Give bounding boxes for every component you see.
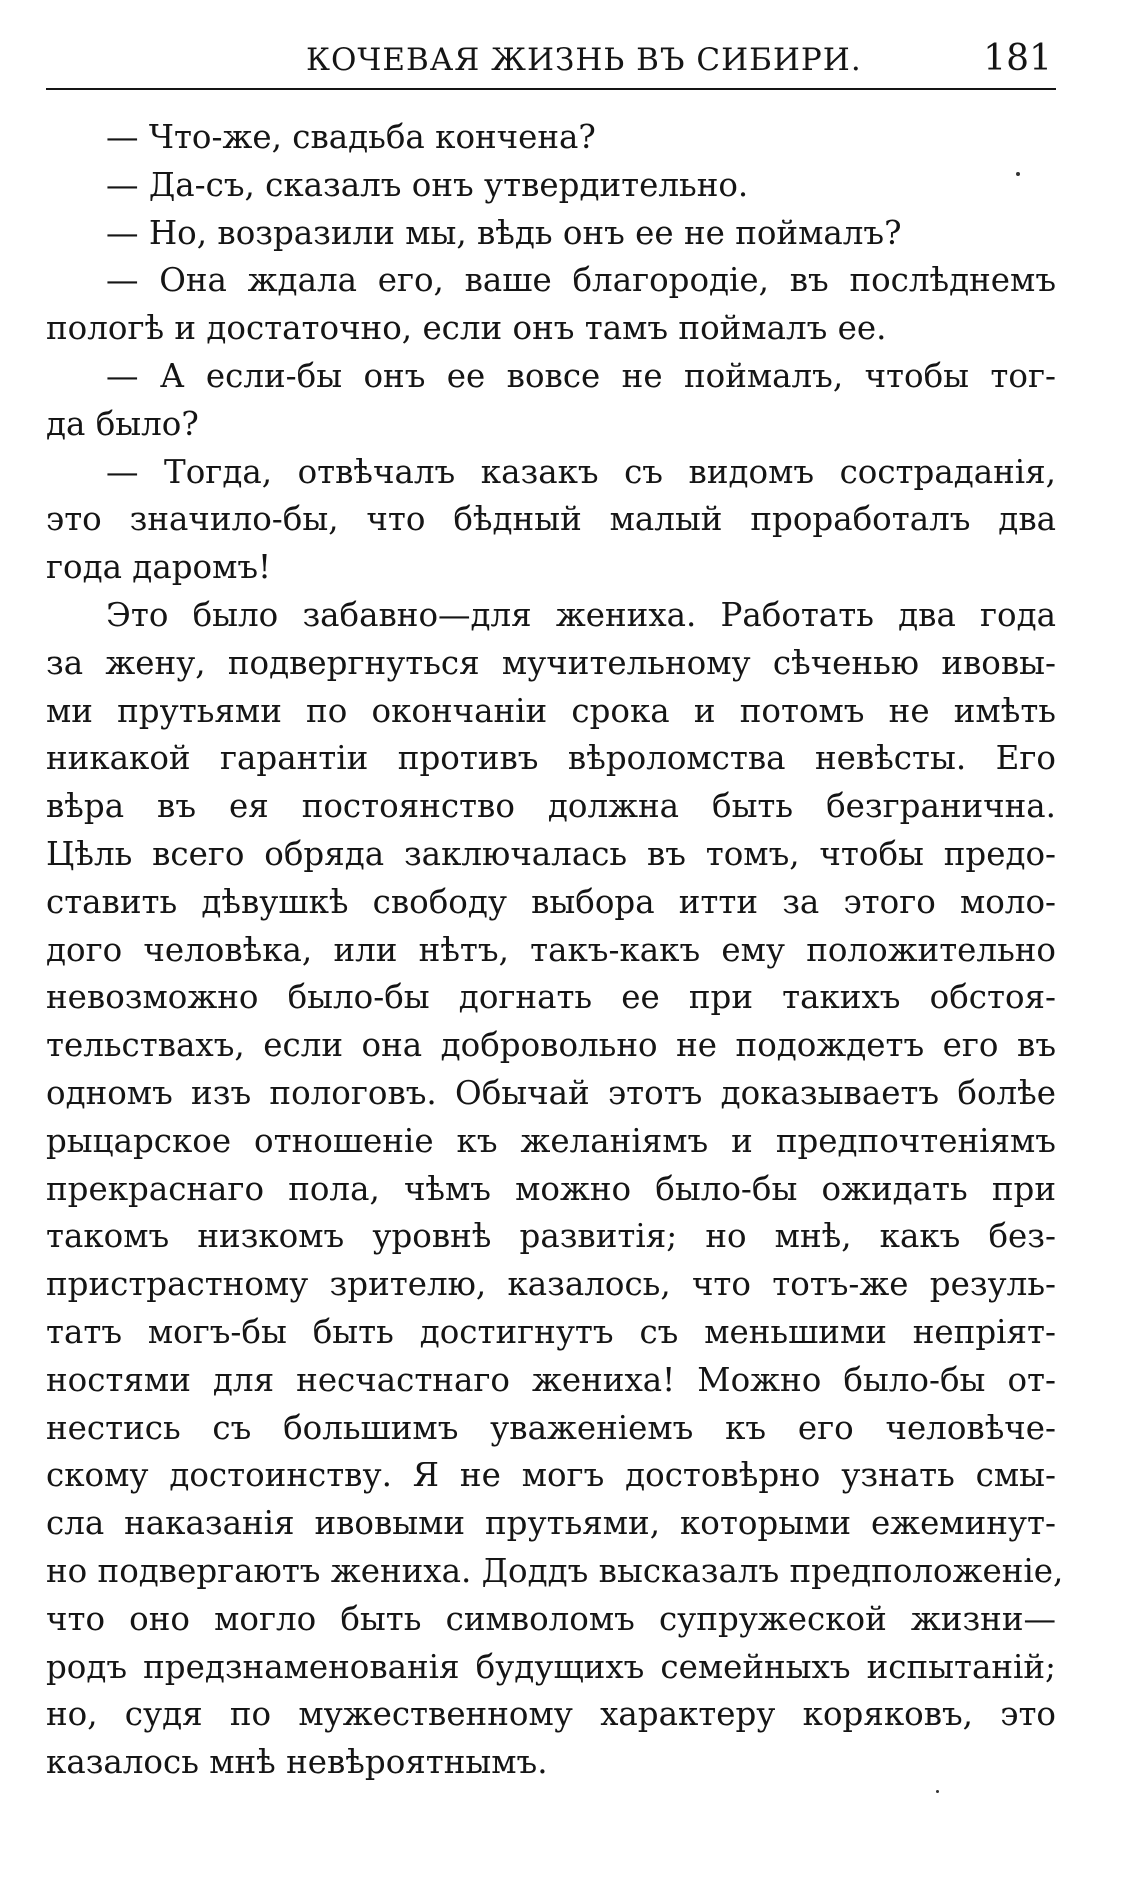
text-line: но подвергаютъ жениха. Доддъ высказалъ предположеніе, — [46, 1551, 1064, 1590]
text-line: что оно могло быть символомъ супружеской жизни— — [46, 1599, 1056, 1638]
page-header — [46, 30, 1056, 90]
text-line: да было? — [46, 404, 199, 443]
print-speck — [936, 1790, 939, 1793]
text-line: Это было забавно—для жениха. Работать два года — [106, 595, 1056, 634]
text-line: пристрастному зрителю, казалось, что тотъ-же резуль- — [46, 1265, 1056, 1304]
text-line: родъ предзнаменованія будущихъ семейныхъ испытаній; — [46, 1647, 1056, 1686]
text-line: — Да-съ, сказалъ онъ утвердительно. — [106, 165, 749, 204]
header-rule — [46, 88, 1056, 90]
text-line: тельствахъ, если она добровольно не подождетъ его въ — [46, 1026, 1056, 1065]
text-line: нестись съ большимъ уваженіемъ къ его человѣче- — [46, 1408, 1056, 1447]
print-speck — [1016, 172, 1020, 176]
text-line: — Но, возразили мы, вѣдь онъ ее не поймалъ? — [106, 213, 902, 252]
text-line: рыцарское отношеніе къ желаніямъ и предпочтеніямъ — [46, 1121, 1056, 1160]
text-line: ставить дѣвушкѣ свободу выбора итти за этого моло- — [46, 882, 1056, 921]
page-number: 181 — [983, 38, 1052, 79]
text-line: пологѣ и достаточно, если онъ тамъ поймалъ ее. — [46, 309, 887, 348]
text-line: дого человѣка, или нѣтъ, такъ-какъ ему положительно — [46, 930, 1056, 969]
text-line: но, судя по мужественному характеру коряковъ, это — [46, 1695, 1056, 1734]
running-title: КОЧЕВАЯ ЖИЗНЬ ВЪ СИБИРИ. — [306, 42, 862, 78]
text-line: — Тогда, отвѣчалъ казакъ съ видомъ состраданія, — [106, 452, 1056, 491]
text-line: татъ могъ-бы быть достигнутъ съ меньшими непріят- — [46, 1312, 1056, 1351]
text-line: одномъ изъ пологовъ. Обычай этотъ доказываетъ болѣе — [46, 1073, 1056, 1112]
text-line: — А если-бы онъ ее вовсе не поймалъ, чтобы тог- — [106, 356, 1056, 395]
text-line: скому достоинству. Я не могъ достовѣрно узнать смы- — [46, 1456, 1056, 1495]
text-line: вѣра въ ея постоянство должна быть безгранична. — [46, 787, 1056, 826]
text-line: это значило-бы, что бѣдный малый проработалъ два — [46, 500, 1056, 539]
text-line: года даромъ! — [46, 548, 272, 587]
text-line: — Что-же, свадьба кончена? — [106, 118, 596, 156]
text-line: сла наказанія ивовыми прутьями, которыми ежеминут- — [46, 1504, 1056, 1543]
text-line: казалось мнѣ невѣроятнымъ. — [46, 1743, 548, 1782]
text-line: невозможно было-бы догнать ее при такихъ обстоя- — [46, 978, 1056, 1017]
text-line: Цѣль всего обряда заключалась въ томъ, чтобы предо- — [46, 834, 1056, 873]
text-line: — Она ждала его, ваше благородіе, въ послѣднемъ — [106, 261, 1056, 300]
text-line: такомъ низкомъ уровнѣ развитія; но мнѣ, какъ без- — [46, 1217, 1056, 1256]
text-line: никакой гарантіи противъ вѣроломства невѣсты. Его — [46, 739, 1056, 778]
text-line: ностями для несчастнаго жениха! Можно было-бы от- — [46, 1360, 1056, 1399]
text-line: прекраснаго пола, чѣмъ можно было-бы ожидать при — [46, 1169, 1056, 1208]
body-text — [46, 114, 1064, 1787]
text-line: ми прутьями по окончаніи срока и потомъ не имѣть — [46, 691, 1056, 730]
text-line: за жену, подвергнуться мучительному сѣченью ивовы- — [46, 643, 1056, 682]
